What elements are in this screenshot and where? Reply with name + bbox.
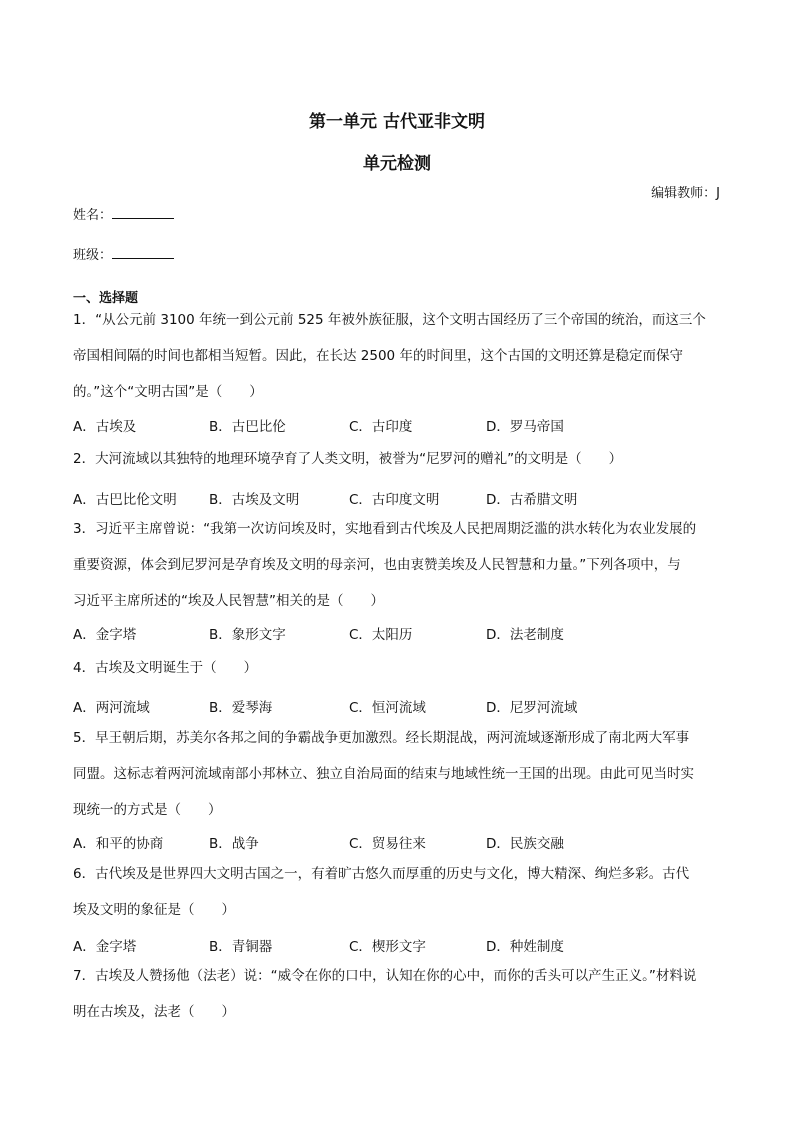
name-field[interactable] bbox=[73, 204, 174, 223]
question-line: 4．古埃及文明诞生于（ ） bbox=[73, 660, 258, 676]
question-line: 帝国相间隔的时间也都相当短暂。因此，在长达 2500 年的时间里，这个古国的文明还算是稳定而保守 bbox=[73, 348, 683, 364]
document-title: 第一单元 古代亚非文明 bbox=[309, 112, 485, 132]
question-line: 5．早王朝后期，苏美尔各邦之间的争霸战争更加激烈。经长期混战，两河流域逐渐形成了南北两大军事 bbox=[73, 730, 690, 746]
question-7-stem bbox=[73, 958, 723, 1030]
option-d[interactable]: D．罗马帝国 bbox=[486, 419, 564, 435]
question-5-stem bbox=[73, 720, 723, 828]
question-line: 习近平主席所述的“埃及人民智慧”相关的是（ ） bbox=[73, 593, 384, 609]
option-b[interactable]: B．战争 bbox=[209, 836, 259, 852]
option-c[interactable]: C．古印度 bbox=[349, 419, 413, 435]
option-b[interactable]: B．爱琴海 bbox=[209, 700, 273, 716]
option-d[interactable]: D．民族交融 bbox=[486, 836, 564, 852]
option-a[interactable]: A．金字塔 bbox=[73, 627, 137, 643]
question-3-options bbox=[73, 623, 723, 643]
question-3-stem bbox=[73, 511, 723, 619]
option-b[interactable]: B．古巴比伦 bbox=[209, 419, 286, 435]
name-label: 姓名： bbox=[73, 208, 113, 223]
question-6-options bbox=[73, 935, 723, 955]
option-d[interactable]: D．法老制度 bbox=[486, 627, 564, 643]
question-line: 7．古埃及人赞扬他（法老）说：“威令在你的口中，认知在你的心中，而你的舌头可以产生正义。”材料说 bbox=[73, 968, 697, 984]
question-line: 现统一的方式是（ ） bbox=[73, 802, 222, 818]
class-field[interactable] bbox=[73, 244, 174, 263]
document-subtitle: 单元检测 bbox=[363, 154, 431, 174]
class-label: 班级： bbox=[73, 248, 113, 263]
option-d[interactable]: D．古希腊文明 bbox=[486, 492, 578, 508]
option-a[interactable]: A．金字塔 bbox=[73, 939, 137, 955]
option-d[interactable]: D．尼罗河流域 bbox=[486, 700, 578, 716]
question-line: 明在古埃及，法老（ ） bbox=[73, 1004, 235, 1020]
option-a[interactable]: A．两河流域 bbox=[73, 700, 150, 716]
class-blank[interactable] bbox=[112, 247, 174, 259]
section-heading: 一、选择题 bbox=[73, 291, 139, 306]
question-line: 的。”这个“文明古国”是（ ） bbox=[73, 384, 263, 400]
question-6-stem bbox=[73, 856, 723, 928]
question-line: 埃及文明的象征是（ ） bbox=[73, 902, 235, 918]
question-line: 1．“从公元前 3100 年统一到公元前 525 年被外族征服，这个文明古国经历了三个帝国的统治，而这三个 bbox=[73, 312, 706, 328]
option-c[interactable]: C．楔形文字 bbox=[349, 939, 426, 955]
question-line: 同盟。这标志着两河流域南部小邦林立、独立自治局面的结束与地域性统一王国的出现。由此可见当时实 bbox=[73, 766, 694, 782]
question-4-options bbox=[73, 696, 723, 716]
option-c[interactable]: C．太阳历 bbox=[349, 627, 413, 643]
option-c[interactable]: C．古印度文明 bbox=[349, 492, 440, 508]
option-b[interactable]: B．青铜器 bbox=[209, 939, 273, 955]
option-a[interactable]: A．古埃及 bbox=[73, 419, 137, 435]
editor-credit: 编辑教师：J bbox=[651, 186, 720, 201]
question-5-options bbox=[73, 832, 723, 852]
question-1-stem bbox=[73, 302, 723, 410]
question-1-options bbox=[73, 415, 723, 435]
option-a[interactable]: A．古巴比伦文明 bbox=[73, 492, 177, 508]
option-c[interactable]: C．贸易往来 bbox=[349, 836, 426, 852]
question-4-stem bbox=[73, 650, 723, 686]
question-line: 3．习近平主席曾说：“我第一次访问埃及时，实地看到古代埃及人民把周期泛滥的洪水转化为农业发展的 bbox=[73, 521, 697, 537]
question-2-options bbox=[73, 488, 723, 508]
name-blank[interactable] bbox=[112, 207, 174, 219]
question-line: 2．大河流域以其独特的地理环境孕育了人类文明，被誉为“尼罗河的赠礼”的文明是（ ） bbox=[73, 451, 623, 467]
question-line: 重要资源，体会到尼罗河是孕育埃及文明的母亲河，也由衷赞美埃及人民智慧和力量。”下列各项中，与 bbox=[73, 557, 681, 573]
option-d[interactable]: D．种姓制度 bbox=[486, 939, 564, 955]
question-2-stem bbox=[73, 441, 723, 477]
option-c[interactable]: C．恒河流域 bbox=[349, 700, 426, 716]
option-b[interactable]: B．古埃及文明 bbox=[209, 492, 300, 508]
option-b[interactable]: B．象形文字 bbox=[209, 627, 286, 643]
question-line: 6．古代埃及是世界四大文明古国之一，有着旷古悠久而厚重的历史与文化，博大精深、绚烂多彩。古代 bbox=[73, 866, 690, 882]
option-a[interactable]: A．和平的协商 bbox=[73, 836, 164, 852]
